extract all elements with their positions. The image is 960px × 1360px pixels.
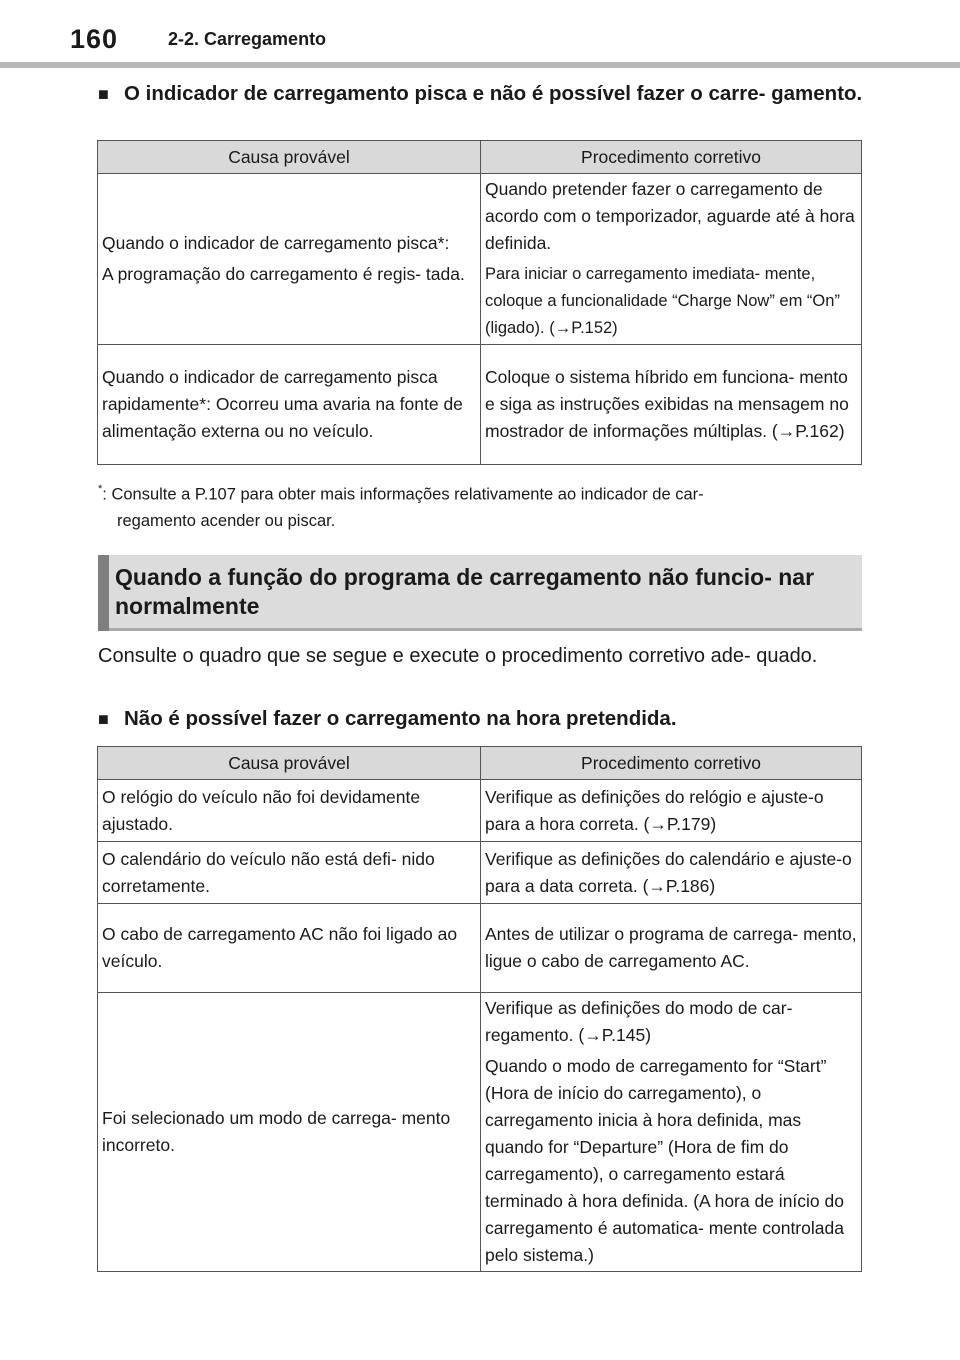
cell-text: Quando o indicador de carregamento pisca*: [102, 233, 450, 253]
header-rule [0, 62, 960, 68]
indicator-blink-table [97, 140, 862, 465]
subheading-text: O indicador de carregamento pisca e não é possível fazer o carre- gamento. [124, 82, 863, 105]
intro-paragraph: Consulte o quadro que se segue e execute o procedimento corretivo ade- quado. [98, 645, 818, 667]
cell-text: O relógio do veículo não foi devidamente ajustado. [102, 786, 421, 834]
table-header-row [98, 141, 862, 174]
charging-schedule-table [97, 746, 862, 1272]
column-header-procedure: Procedimento corretivo [481, 141, 862, 174]
subheading-text: Não é possível fazer o carregamento na hora pretendida. [124, 707, 677, 730]
cell-text: Verifique as definições do relógio e ajuste-o para a hora correta. (→P.179) [485, 786, 824, 834]
footnote-text-line2: regamento acender ou piscar. [117, 511, 336, 530]
procedure-cell [481, 780, 862, 842]
table-row [98, 842, 862, 904]
section-title: 2-2. Carregamento [168, 29, 327, 49]
cell-text: Para iniciar o carregamento imediata- mente, coloque a funcionalidade “Charge Now” em “On” (ligado). (→P.152) [485, 265, 840, 337]
footnote-text-line1: : Consulte a P.107 para obter mais informações relativamente ao indicador de car- [102, 485, 704, 504]
procedure-cell [481, 174, 862, 345]
cell-text: A programação do carregamento é regis- tada. [102, 264, 465, 284]
table-row [98, 904, 862, 993]
cell-text: O calendário do veículo não está defi- nido corretamente. [102, 848, 435, 896]
cause-cell [98, 993, 481, 1272]
column-header-cause: Causa provável [98, 141, 481, 174]
footnote-mark: * [98, 483, 103, 495]
footnote [98, 477, 862, 534]
procedure-cell [481, 904, 862, 993]
cell-text: Coloque o sistema híbrido em funciona- mento e siga as instruções exibidas na mensagem no mostrador de informações múltiplas. (→P.162) [485, 367, 849, 441]
cell-text: Verifique as definições do calendário e ajuste-o para a data correta. (→P.186) [485, 848, 852, 896]
column-header-procedure: Procedimento corretivo [481, 747, 862, 780]
section-callout [98, 555, 862, 631]
square-bullet-icon: ■ [98, 709, 109, 729]
cell-text: Antes de utilizar o programa de carrega- mento, ligue o cabo de carregamento AC. [485, 924, 857, 971]
cause-cell [98, 904, 481, 993]
page-number: 160 [70, 24, 119, 54]
cause-cell [98, 842, 481, 904]
table-header-row [98, 747, 862, 780]
page-header [0, 0, 960, 62]
procedure-cell [481, 993, 862, 1272]
callout-accent-bar [98, 555, 109, 631]
procedure-cell [481, 842, 862, 904]
table-row [98, 174, 862, 345]
callout-title: Quando a função do programa de carregamento não funcio- nar normalmente [115, 564, 815, 619]
cell-text: O cabo de carregamento AC não foi ligado ao veículo. [102, 924, 458, 971]
table-row [98, 345, 862, 465]
cell-text: Verifique as definições do modo de car- regamento. (→P.145) [485, 998, 793, 1045]
cause-cell [98, 780, 481, 842]
cell-text: Foi selecionado um modo de carrega- mento incorreto. [102, 1108, 451, 1155]
table-row [98, 780, 862, 842]
cell-text: Quando o modo de carregamento for “Start” (Hora de início do carregamento), o carregamento inicia à hora definida, mas quando for “Departure” (Hora de fim do carregamento), o carregamento estará terminado à hora definida. (A hora de início do carregamento é automatica- mente controlada pelo sistema.) [485, 1056, 844, 1265]
table-row [98, 993, 862, 1272]
cause-cell [98, 174, 481, 345]
procedure-cell [481, 345, 862, 465]
cell-text: Quando o indicador de carregamento pisca rapidamente*: Ocorreu uma avaria na fonte de alimentação externa ou no veículo. [102, 367, 463, 441]
column-header-cause: Causa provável [98, 747, 481, 780]
square-bullet-icon: ■ [98, 84, 109, 104]
cause-cell [98, 345, 481, 465]
cell-text: Quando pretender fazer o carregamento de acordo com o temporizador, aguarde até à hora definida. [485, 179, 855, 253]
